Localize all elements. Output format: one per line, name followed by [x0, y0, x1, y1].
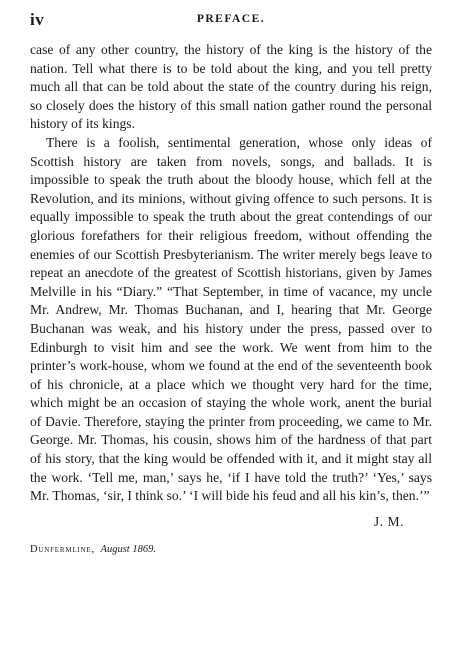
- running-head: PREFACE.: [196, 13, 266, 25]
- paragraph-continued: case of any other country, the history of the king is the history of the nation. Tell what there is to be told about the king, and you tell pretty much all that can be told about the state of the country during his reign, so closely does the history of this small nation gather round the personal history of its kings.: [30, 42, 432, 132]
- place-name: Dunfermline,: [30, 543, 95, 555]
- place-date-line: [30, 544, 432, 555]
- preface-text: [30, 41, 432, 506]
- paragraph-anecdote: There is a foolish, sentimental generation, whose only ideas of Scottish history are taken from novels, songs, and ballads. It is impossible to speak the truth about the bloody house, which fell at the Revolution, and its minions, without giving offence to such persons. It is equally impossible to speak the truth about the great contendings of our glorious forefathers for their religious freedom, without offending the enemies of our Scottish Presbyterianism. The writer merely begs leave to repeat an anecdote of the greatest of Scottish historians, given by James Melville in his “Diary.” “That September, in time of vacance, my uncle Mr. Andrew, Mr. Thomas Buchanan, and I, hearing that Mr. George Buchanan was weak, and his history under the press, passed over to Edinburgh to visit him and see the work. We went from him to the printer’s work-house, whom we found at the end of the seventeenth book of his chronicle, at a place which we thought very hard for the time, which might be an occasion of staying the whole work, anent the burial of Davie. Therefore, staying the printer from proceeding, we came to Mr. George. Mr. Thomas, his cousin, shows him of the hardness of that part of his story, that the king would be offended with it, and it might stay all the work. ‘Tell me, man,’ says he, ‘if I have told the truth?’ ‘Yes,’ says Mr. Thomas, ‘sir, I think so.’ ‘I will bide his feud and all his kin’s, then.’”: [30, 134, 432, 504]
- author-signature: J. M.: [373, 513, 404, 529]
- page-number: iv: [30, 10, 45, 29]
- book-page: [30, 10, 432, 555]
- page-header: [30, 10, 432, 32]
- date: August 1869.: [100, 543, 156, 555]
